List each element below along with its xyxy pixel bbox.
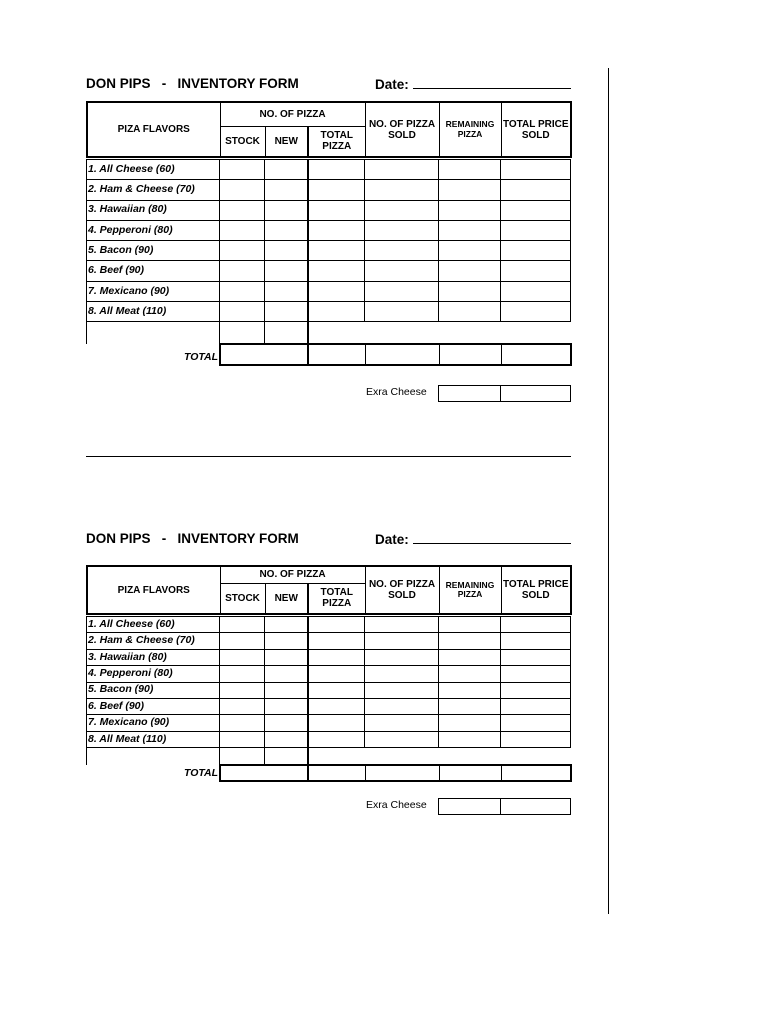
sold-cell[interactable]	[365, 281, 439, 301]
sold-cell[interactable]	[365, 241, 439, 261]
header-no-of-pizza: NO. OF PIZZA	[220, 566, 365, 583]
new-cell[interactable]	[265, 220, 308, 240]
new-cell[interactable]	[265, 180, 308, 200]
total-pizza-total-cell[interactable]	[308, 765, 365, 781]
total-pizza-cell[interactable]	[308, 715, 365, 731]
remaining-cell[interactable]	[439, 649, 501, 665]
sold-cell[interactable]	[365, 649, 439, 665]
extra-cheese-label: Exra Cheese	[366, 386, 427, 398]
totals-row	[219, 764, 572, 782]
header-total-price: TOTAL PRICE SOLD	[501, 566, 571, 614]
total-pizza-cell[interactable]	[308, 633, 365, 649]
header-remaining: REMAINING PIZZA	[439, 102, 501, 157]
stock-cell[interactable]	[220, 617, 265, 633]
sold-cell[interactable]	[365, 180, 439, 200]
extra-cheese-qty-cell[interactable]	[439, 799, 501, 815]
total-label: TOTAL	[184, 351, 219, 363]
new-cell[interactable]	[265, 682, 308, 698]
flavor-name: 4. Pepperoni (80)	[87, 220, 220, 240]
flavor-name: 6. Beef (90)	[87, 261, 220, 281]
remaining-cell[interactable]	[439, 682, 501, 698]
stock-cell[interactable]	[220, 649, 265, 665]
flavor-name: 3. Hawaiian (80)	[87, 649, 220, 665]
sold-cell[interactable]	[365, 682, 439, 698]
remaining-cell[interactable]	[439, 731, 501, 747]
total-pizza-cell[interactable]	[308, 261, 365, 281]
total-price-cell[interactable]	[501, 649, 571, 665]
header-sold: NO. OF PIZZA SOLD	[365, 566, 439, 614]
flavor-name: 1. All Cheese (60)	[87, 160, 220, 180]
total-price-cell[interactable]	[501, 617, 571, 633]
flavor-name: 5. Bacon (90)	[87, 241, 220, 261]
total-price-cell[interactable]	[501, 666, 571, 682]
right-margin-line	[608, 68, 609, 914]
table-row	[87, 649, 571, 665]
new-cell[interactable]	[265, 241, 308, 261]
total-price-cell[interactable]	[501, 715, 571, 731]
header-flavors: PIZA FLAVORS	[87, 566, 220, 614]
total-pizza-cell[interactable]	[308, 241, 365, 261]
stock-cell[interactable]	[220, 200, 265, 220]
total-pizza-cell[interactable]	[308, 281, 365, 301]
total-remaining-cell[interactable]	[439, 344, 501, 365]
remaining-cell[interactable]	[439, 302, 501, 322]
table-row	[87, 302, 571, 322]
total-price-cell[interactable]	[501, 160, 571, 180]
sold-cell[interactable]	[365, 633, 439, 649]
remaining-cell[interactable]	[439, 220, 501, 240]
total-price-cell[interactable]	[501, 241, 571, 261]
form-title: DON PIPS - INVENTORY FORM	[86, 76, 299, 91]
remaining-cell[interactable]	[439, 241, 501, 261]
date-field[interactable]	[375, 531, 571, 547]
table-row	[87, 200, 571, 220]
total-pizza-cell[interactable]	[308, 180, 365, 200]
remaining-cell[interactable]	[439, 160, 501, 180]
flavor-name: 8. All Meat (110)	[87, 302, 220, 322]
table-row	[87, 180, 571, 200]
total-pizza-cell[interactable]	[308, 220, 365, 240]
sold-cell[interactable]	[365, 731, 439, 747]
date-blank-line[interactable]	[413, 531, 571, 544]
header-total-pizza: TOTAL PIZZA	[308, 583, 365, 614]
extra-cheese-row	[438, 385, 571, 402]
table-row	[87, 160, 571, 180]
header-new: NEW	[265, 583, 308, 614]
date-label: Date:	[375, 77, 409, 92]
flavor-rows-table	[86, 159, 571, 344]
header-remaining: REMAINING PIZZA	[439, 566, 501, 614]
table-row	[87, 633, 571, 649]
new-cell[interactable]	[265, 748, 308, 765]
remaining-cell[interactable]	[439, 715, 501, 731]
totals-row	[219, 343, 572, 366]
date-field[interactable]	[375, 76, 571, 92]
total-stock-new-cell[interactable]	[220, 765, 308, 781]
total-price-cell[interactable]	[501, 633, 571, 649]
new-cell[interactable]	[265, 633, 308, 649]
sold-cell[interactable]	[365, 617, 439, 633]
new-cell[interactable]	[265, 649, 308, 665]
table-row	[87, 715, 571, 731]
stock-cell[interactable]	[220, 633, 265, 649]
stock-cell[interactable]	[220, 322, 265, 344]
blank-row	[87, 322, 571, 344]
flavor-name: 3. Hawaiian (80)	[87, 200, 220, 220]
extra-cheese-price-cell[interactable]	[501, 799, 571, 815]
table-row	[87, 617, 571, 633]
flavor-name: 6. Beef (90)	[87, 698, 220, 714]
remaining-cell[interactable]	[439, 180, 501, 200]
total-stock-new-cell[interactable]	[220, 344, 308, 365]
sold-cell[interactable]	[365, 666, 439, 682]
header-flavors: PIZA FLAVORS	[87, 102, 220, 157]
header-stock: STOCK	[220, 583, 265, 614]
inventory-table	[86, 565, 572, 615]
total-pizza-cell[interactable]	[308, 617, 365, 633]
table-row	[87, 698, 571, 714]
total-price-cell[interactable]	[501, 765, 571, 781]
total-price-cell[interactable]	[501, 698, 571, 714]
new-cell[interactable]	[265, 698, 308, 714]
total-price-cell[interactable]	[501, 281, 571, 301]
form-title: DON PIPS - INVENTORY FORM	[86, 531, 299, 546]
new-cell[interactable]	[265, 302, 308, 322]
flavor-name: 1. All Cheese (60)	[87, 617, 220, 633]
flavor-name: 2. Ham & Cheese (70)	[87, 633, 220, 649]
table-row	[87, 682, 571, 698]
total-pizza-cell[interactable]	[308, 698, 365, 714]
new-cell[interactable]	[265, 715, 308, 731]
stock-cell[interactable]	[220, 302, 265, 322]
total-pizza-cell[interactable]	[308, 666, 365, 682]
table-row	[87, 666, 571, 682]
total-pizza-cell[interactable]	[308, 200, 365, 220]
total-label: TOTAL	[184, 767, 219, 779]
flavor-name: 7. Mexicano (90)	[87, 281, 220, 301]
date-label: Date:	[375, 532, 409, 547]
extra-cheese-row	[438, 798, 571, 815]
total-price-cell[interactable]	[501, 220, 571, 240]
header-stock: STOCK	[220, 126, 265, 157]
stock-cell[interactable]	[220, 160, 265, 180]
flavor-name: 4. Pepperoni (80)	[87, 666, 220, 682]
total-pizza-total-cell[interactable]	[308, 344, 365, 365]
header-no-of-pizza: NO. OF PIZZA	[220, 102, 365, 126]
extra-cheese-qty-cell[interactable]	[439, 386, 501, 402]
flavor-name: 8. All Meat (110)	[87, 731, 220, 747]
flavor-name: 7. Mexicano (90)	[87, 715, 220, 731]
remaining-cell[interactable]	[439, 261, 501, 281]
flavor-rows-table	[86, 616, 571, 765]
date-blank-line[interactable]	[413, 76, 571, 89]
total-pizza-cell[interactable]	[308, 160, 365, 180]
new-cell[interactable]	[265, 731, 308, 747]
sold-cell[interactable]	[365, 261, 439, 281]
stock-cell[interactable]	[220, 241, 265, 261]
sold-cell[interactable]	[365, 200, 439, 220]
table-row	[87, 241, 571, 261]
new-cell[interactable]	[265, 160, 308, 180]
stock-cell[interactable]	[220, 731, 265, 747]
stock-cell[interactable]	[220, 220, 265, 240]
header-total-price: TOTAL PRICE SOLD	[501, 102, 571, 157]
stock-cell[interactable]	[220, 666, 265, 682]
stock-cell[interactable]	[220, 180, 265, 200]
blank-row	[87, 748, 571, 765]
total-remaining-cell[interactable]	[439, 765, 501, 781]
remaining-cell[interactable]	[439, 281, 501, 301]
remaining-cell[interactable]	[439, 617, 501, 633]
stock-cell[interactable]	[220, 682, 265, 698]
stock-cell[interactable]	[220, 261, 265, 281]
sold-cell[interactable]	[365, 220, 439, 240]
new-cell[interactable]	[265, 322, 308, 344]
new-cell[interactable]	[265, 200, 308, 220]
new-cell[interactable]	[265, 617, 308, 633]
sold-cell[interactable]	[365, 698, 439, 714]
total-price-cell[interactable]	[501, 200, 571, 220]
extra-cheese-price-cell[interactable]	[501, 386, 571, 402]
sold-cell[interactable]	[365, 715, 439, 731]
table-row	[87, 731, 571, 747]
total-sold-cell[interactable]	[365, 765, 439, 781]
remaining-cell[interactable]	[439, 698, 501, 714]
stock-cell[interactable]	[220, 698, 265, 714]
new-cell[interactable]	[265, 281, 308, 301]
remaining-cell[interactable]	[439, 200, 501, 220]
total-price-cell[interactable]	[501, 302, 571, 322]
sold-cell[interactable]	[365, 160, 439, 180]
total-price-cell[interactable]	[501, 180, 571, 200]
total-price-cell[interactable]	[501, 731, 571, 747]
total-sold-cell[interactable]	[365, 344, 439, 365]
sold-cell[interactable]	[365, 302, 439, 322]
table-row	[87, 281, 571, 301]
header-total-pizza: TOTAL PIZZA	[308, 126, 365, 157]
header-new: NEW	[265, 126, 308, 157]
stock-cell[interactable]	[220, 748, 265, 765]
new-cell[interactable]	[265, 666, 308, 682]
total-pizza-cell[interactable]	[308, 649, 365, 665]
table-row	[87, 220, 571, 240]
inventory-table	[86, 101, 572, 158]
total-pizza-cell[interactable]	[308, 682, 365, 698]
header-sold: NO. OF PIZZA SOLD	[365, 102, 439, 157]
stock-cell[interactable]	[220, 715, 265, 731]
flavor-name: 2. Ham & Cheese (70)	[87, 180, 220, 200]
total-price-cell[interactable]	[501, 261, 571, 281]
flavor-name: 5. Bacon (90)	[87, 682, 220, 698]
stock-cell[interactable]	[220, 281, 265, 301]
table-row	[87, 261, 571, 281]
total-pizza-cell[interactable]	[308, 302, 365, 322]
total-price-cell[interactable]	[501, 344, 571, 365]
extra-cheese-label: Exra Cheese	[366, 799, 427, 811]
form-separator-line	[86, 456, 571, 457]
total-price-cell[interactable]	[501, 682, 571, 698]
new-cell[interactable]	[265, 261, 308, 281]
remaining-cell[interactable]	[439, 666, 501, 682]
total-pizza-cell[interactable]	[308, 731, 365, 747]
remaining-cell[interactable]	[439, 633, 501, 649]
